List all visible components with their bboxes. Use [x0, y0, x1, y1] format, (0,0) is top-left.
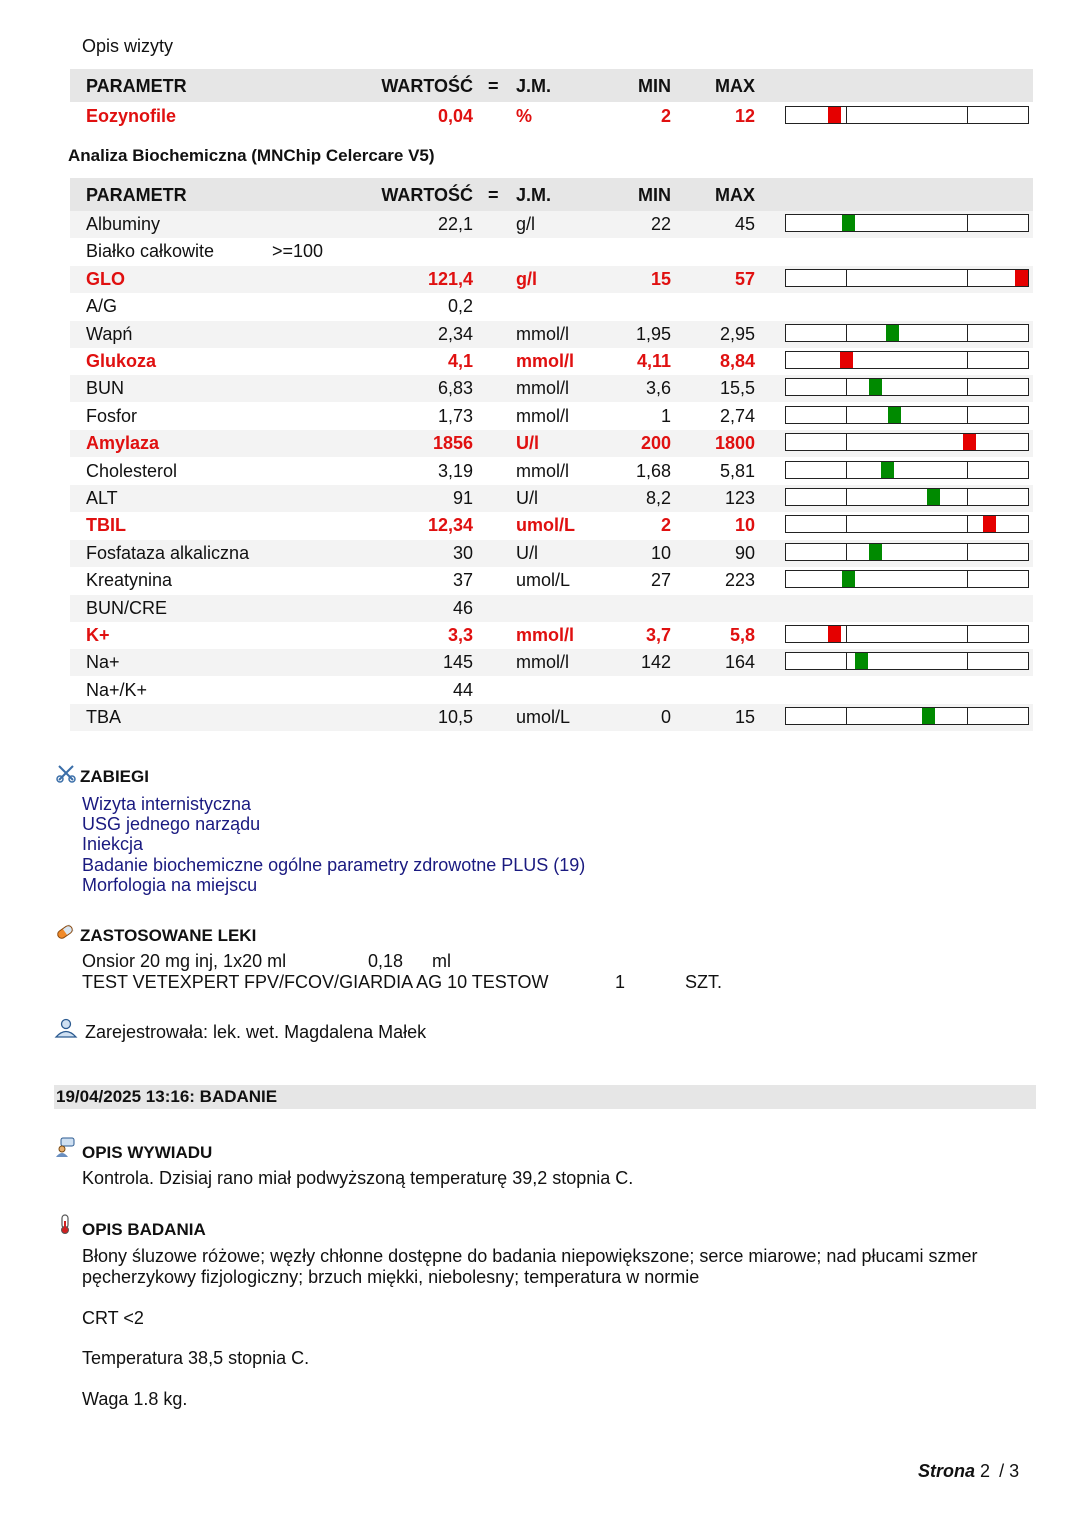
table-row	[70, 238, 1033, 265]
param-min: 200	[640, 433, 671, 454]
visit-description-label: Opis wizyty	[82, 36, 174, 56]
col-min: MIN	[638, 76, 671, 96]
range-gauge	[785, 433, 1029, 451]
param-value: 0,04	[437, 106, 473, 126]
param-min: 15	[650, 268, 671, 289]
crt-text: CRT <2	[82, 1308, 144, 1328]
param-unit: mmol/l	[516, 405, 569, 426]
param-max: 2,74	[719, 405, 755, 426]
range-gauge	[785, 625, 1029, 643]
param-value: 1,73	[437, 405, 473, 426]
param-max: 5,8	[729, 625, 755, 645]
range-gauge	[785, 324, 1029, 342]
param-name: Fosfor	[86, 405, 138, 426]
table-row	[70, 211, 1033, 238]
procedure-item: Iniekcja	[82, 834, 144, 854]
col-value: WARTOŚĆ	[381, 76, 473, 96]
range-gauge	[785, 461, 1029, 479]
param-value: 44	[452, 679, 473, 700]
col-param: PARAMETR	[86, 76, 187, 96]
param-value: 4,1	[447, 351, 473, 371]
page-label: Strona	[918, 1461, 976, 1481]
param-min: 2	[660, 515, 671, 536]
gauge-marker	[869, 379, 882, 395]
param-max: 45	[734, 214, 755, 234]
table-row	[70, 704, 1033, 731]
param-unit: U/l	[516, 542, 538, 563]
gauge-marker	[855, 653, 868, 669]
table-row	[70, 485, 1033, 512]
param-name: GLO	[86, 268, 125, 289]
temperature-text: Temperatura 38,5 stopnia C.	[82, 1348, 310, 1368]
param-min: 10	[650, 542, 671, 563]
gauge-marker	[927, 489, 940, 505]
drug-unit: SZT.	[685, 972, 723, 992]
param-name: Glukoza	[86, 351, 157, 371]
param-max: 2,95	[719, 323, 755, 344]
param-value: 10,5	[437, 707, 473, 728]
range-gauge	[785, 515, 1029, 533]
param-unit: U/l	[516, 488, 538, 508]
range-gauge	[785, 488, 1029, 506]
param-max: 90	[734, 542, 755, 563]
range-gauge	[785, 106, 1029, 124]
param-name: Eozynofile	[86, 106, 177, 126]
table-row	[70, 375, 1033, 402]
table-header	[70, 178, 1033, 211]
param-name: Fosfataza alkaliczna	[86, 542, 250, 563]
range-gauge	[785, 214, 1029, 232]
param-min: 27	[650, 570, 671, 591]
table-row	[70, 430, 1033, 457]
param-unit: umol/L	[516, 570, 571, 591]
table-row	[70, 677, 1033, 704]
param-name: A/G	[86, 296, 118, 317]
gauge-marker	[828, 626, 841, 642]
procedure-item: USG jednego narządu	[82, 814, 261, 834]
drugs-title: ZASTOSOWANE LEKI	[80, 926, 257, 945]
drug-qty: 1	[615, 972, 626, 992]
gauge-marker	[963, 434, 976, 450]
param-value: 37	[452, 570, 473, 591]
col-max: MAX	[715, 76, 755, 96]
param-max: 12	[734, 106, 755, 126]
param-max: 57	[734, 268, 755, 289]
examination-line: pęcherzykowy fizjologiczny; brzuch miękki, niebolesny; temperatura w normie	[82, 1267, 700, 1287]
param-name: Białko całkowite	[86, 241, 215, 262]
speech-person-icon	[55, 1137, 75, 1157]
table-row	[70, 348, 1033, 375]
user-icon	[54, 1018, 78, 1038]
param-unit: umol/L	[516, 707, 571, 728]
gauge-marker	[840, 352, 853, 368]
drug-name: TEST VETEXPERT FPV/FCOV/GIARDIA AG 10 TESTOW	[82, 972, 549, 992]
drug-qty: 0,18	[368, 951, 404, 971]
param-value: 46	[452, 597, 473, 618]
gauge-marker	[886, 325, 899, 341]
param-max: 8,84	[719, 351, 755, 371]
param-name: Wapń	[86, 323, 133, 344]
table-row	[70, 103, 1033, 130]
gauge-marker	[983, 516, 996, 532]
param-unit: mmol/l	[516, 625, 575, 645]
page-total: / 3	[999, 1461, 1020, 1481]
param-value: 12,34	[427, 515, 473, 536]
thermometer-icon	[58, 1214, 72, 1234]
gauge-marker	[842, 215, 855, 231]
range-gauge	[785, 269, 1029, 287]
table-row	[70, 266, 1033, 293]
param-min: 22	[650, 214, 671, 234]
param-max: 10	[734, 515, 755, 536]
param-value: 30	[452, 542, 473, 563]
param-max: 15,5	[719, 378, 755, 399]
param-max: 1800	[714, 433, 755, 454]
procedure-item: Morfologia na miejscu	[82, 875, 258, 895]
param-unit: g/l	[516, 268, 537, 289]
param-value: 145	[442, 652, 473, 673]
table-row	[70, 293, 1033, 320]
param-min: 1	[660, 405, 671, 426]
range-gauge	[785, 406, 1029, 424]
table-row	[70, 595, 1033, 622]
param-min: 3,6	[645, 378, 671, 399]
table-row	[70, 403, 1033, 430]
param-name: Na+/K+	[86, 679, 148, 700]
gauge-marker	[1015, 270, 1028, 286]
table-row	[70, 540, 1033, 567]
weight-text: Waga 1.8 kg.	[82, 1389, 188, 1409]
param-name: Kreatynina	[86, 570, 173, 591]
param-name: Na+	[86, 652, 120, 673]
param-unit: mmol/l	[516, 378, 569, 399]
page-number: 2	[980, 1461, 991, 1481]
param-min: 1,95	[635, 323, 671, 344]
exam-header: 19/04/2025 13:16: BADANIE	[56, 1087, 278, 1106]
col-eq: =	[488, 185, 499, 205]
examination-line: Błony śluzowe różowe; węzły chłonne dostępne do badania niepowiększone; serce miarowe; nad płucami szmer	[82, 1246, 978, 1266]
biochem-title: Analiza Biochemiczna (MNChip Celercare V5)	[68, 146, 435, 165]
param-value: 91	[452, 488, 473, 508]
param-max: 164	[724, 652, 755, 673]
param-min: 0	[660, 707, 671, 728]
col-unit: J.M.	[516, 185, 552, 205]
exam-header-bar	[54, 1085, 1036, 1109]
param-name: BUN/CRE	[86, 597, 168, 618]
param-name: TBIL	[86, 515, 126, 536]
param-unit: mmol/l	[516, 652, 569, 673]
table-row	[70, 458, 1033, 485]
param-value: 3,19	[437, 460, 473, 481]
table-row	[70, 567, 1033, 594]
param-min: 1,68	[635, 460, 671, 481]
param-name: BUN	[86, 378, 125, 399]
interview-title: OPIS WYWIADU	[82, 1143, 213, 1162]
param-min: 4,11	[636, 351, 671, 371]
range-gauge	[785, 707, 1029, 725]
param-max: 123	[724, 488, 755, 508]
param-value: 22,1	[437, 214, 473, 234]
table-row	[70, 321, 1033, 348]
pill-icon	[55, 922, 75, 942]
param-unit: %	[516, 106, 533, 126]
procedures-title: ZABIEGI	[80, 767, 149, 786]
param-name: ALT	[86, 488, 118, 508]
procedure-item: Wizyta internistyczna	[82, 794, 252, 814]
param-name: Cholesterol	[86, 460, 178, 481]
col-value: WARTOŚĆ	[381, 185, 473, 205]
col-param: PARAMETR	[86, 185, 187, 205]
scissors-icon	[56, 763, 76, 783]
table-row	[70, 622, 1033, 649]
param-extra: >=100	[272, 241, 324, 262]
gauge-marker	[828, 107, 841, 123]
col-unit: J.M.	[516, 76, 552, 96]
col-max: MAX	[715, 185, 755, 205]
range-gauge	[785, 378, 1029, 396]
gauge-marker	[869, 544, 882, 560]
param-name: Amylaza	[86, 433, 160, 454]
gauge-marker	[842, 571, 855, 587]
param-unit: umol/L	[516, 515, 575, 536]
param-value: 2,34	[437, 323, 473, 344]
param-unit: mmol/l	[516, 323, 569, 344]
interview-text: Kontrola. Dzisiaj rano miał podwyższoną temperaturę 39,2 stopnia C.	[82, 1168, 634, 1188]
param-unit: U/l	[516, 433, 540, 454]
table-row	[70, 512, 1033, 539]
param-min: 2	[660, 106, 671, 126]
param-value: 3,3	[447, 625, 473, 645]
param-max: 223	[724, 570, 755, 591]
range-gauge	[785, 543, 1029, 561]
range-gauge	[785, 351, 1029, 369]
col-eq: =	[488, 76, 499, 96]
param-value: 121,4	[427, 268, 473, 289]
gauge-marker	[881, 462, 894, 478]
gauge-marker	[888, 407, 901, 423]
col-min: MIN	[638, 185, 671, 205]
procedure-item: Badanie biochemiczne ogólne parametry zdrowotne PLUS (19)	[82, 855, 586, 875]
param-min: 3,7	[645, 625, 671, 645]
range-gauge	[785, 652, 1029, 670]
param-name: TBA	[86, 707, 122, 728]
param-value: 0,2	[447, 296, 473, 317]
param-max: 5,81	[719, 460, 755, 481]
param-min: 142	[640, 652, 671, 673]
page-footer	[918, 1461, 1019, 1482]
param-unit: mmol/l	[516, 460, 569, 481]
table-row	[70, 649, 1033, 676]
param-min: 8,2	[645, 488, 671, 508]
drug-unit: ml	[432, 951, 451, 971]
param-value: 6,83	[437, 378, 473, 399]
range-gauge	[785, 570, 1029, 588]
examination-title: OPIS BADANIA	[82, 1220, 206, 1239]
param-name: Albuminy	[86, 214, 161, 234]
param-unit: mmol/l	[516, 351, 575, 371]
table-header	[70, 69, 1033, 102]
drug-name: Onsior 20 mg inj, 1x20 ml	[82, 951, 287, 971]
param-name: K+	[86, 625, 110, 645]
param-value: 1856	[432, 433, 473, 454]
param-max: 15	[734, 707, 755, 728]
param-unit: g/l	[516, 214, 536, 234]
gauge-marker	[922, 708, 935, 724]
registered-by: Zarejestrowała: lek. wet. Magdalena Małek	[85, 1022, 427, 1042]
